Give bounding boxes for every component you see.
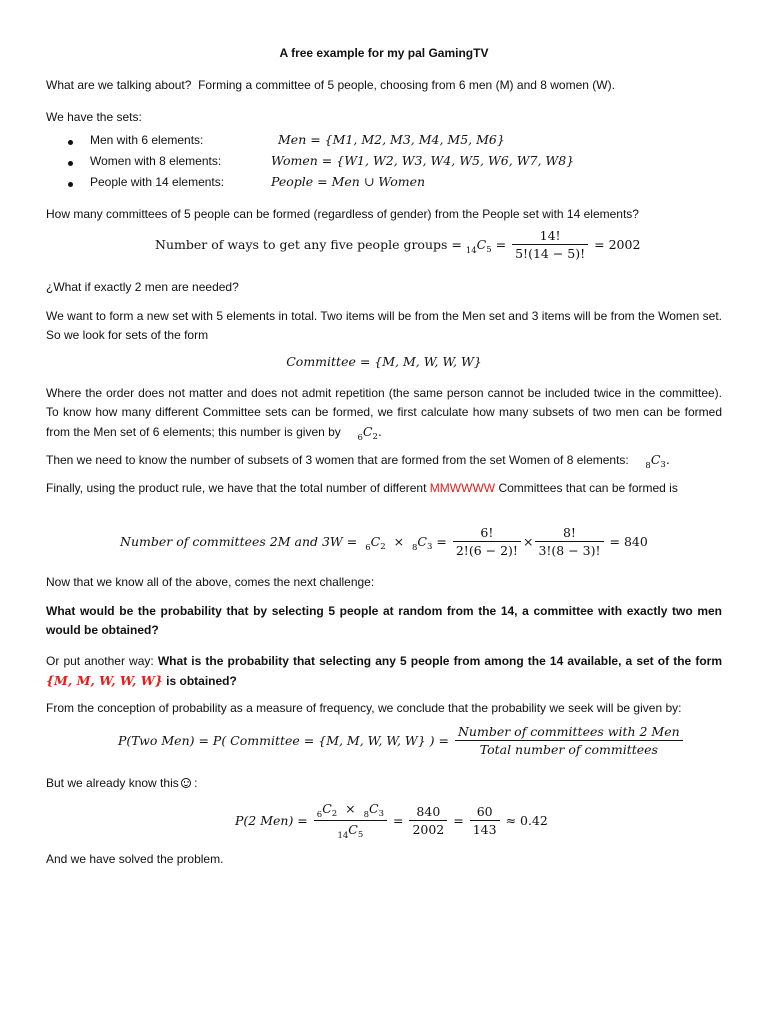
other-way-text: Or put another way: [46,654,154,668]
sets-heading: We have the sets: [46,110,142,124]
committee-equation: Committee = {M, M, W, W, W} [286,354,482,369]
bullet-dot [68,140,73,145]
fraction-denominator: 5!(14 − 5)! [515,246,586,261]
fraction-denominator: 3!(8 − 3)! [538,543,601,558]
conclusion: And we have solved the problem. [46,852,224,866]
fraction-numerator: 14! [512,228,588,245]
document-title: A free example for my pal GamingTV [279,46,489,60]
equation-result: 2002 [608,237,641,252]
paragraph-other-way [46,652,722,691]
bullet-dot [68,182,73,187]
equation-label: Number of committees 2M and 3W = [120,534,358,549]
set-label-women: Women with 8 elements: [90,154,222,168]
set-name-men: Men [278,132,307,147]
paragraph-next-challenge: Now that we know all of the above, comes the next challenge: [46,575,375,589]
product-rule-text: Finally, using the product rule, we have that the total number of different [46,481,427,495]
paragraph-product-rule [46,479,722,498]
fraction [512,228,588,261]
product-rule-text-end: Committees that can be formed is [498,481,678,495]
paragraph-already-know: But we already know this : [46,776,198,790]
fraction [455,724,683,757]
fraction [409,804,447,837]
set-equation-women: Women = {W1, W2, W3, W4, W5, W6, W7, W8} [271,153,575,168]
other-way-end: is obtained? [166,674,237,688]
subscript-n: 14 [465,246,477,256]
fraction-numerator: Number of committees with 2 Men [455,724,683,741]
set-equation-men: Men = {M1, M2, M3, M4, M5, M6} [278,132,505,147]
fraction-denominator: $_{14}C_5$ [337,822,364,841]
approximate-value: ≈ 0.42 [505,813,548,828]
paragraph-frequency: From the conception of probability as a measure of frequency, we conclude that the probability we seek will be given by: [46,701,682,715]
fraction-numerator: $_6C_2 \times _8C_3$ [314,801,387,821]
set-members-women: W1, W2, W3, W4, W5, W6, W7, W8 [344,153,567,168]
fraction-denominator: 143 [472,822,497,837]
fraction-denominator: 2!(6 − 2)! [455,543,518,558]
paragraph-women [46,450,722,472]
intro-question: What are we talking about? [46,78,192,92]
intro-paragraph [46,76,722,95]
paragraph-order-text: Where the order does not matter and does not admit repetition (the same person cannot be included twice in the committee). To know how many different Committee sets can be formed, we first calculate how many subsets of two men can be formed from the Men set of 6 elements; this number is given by [46,386,722,439]
set-label-men: Men with 6 elements: [90,133,204,147]
equation-result: 840 [623,534,648,549]
other-way-bold: What is the probability that selecting any 5 people from among the 14 available, a set of the form [157,654,722,668]
fraction [453,525,521,558]
combination-c: C [476,237,487,252]
fraction-denominator: 2002 [412,822,445,837]
highlight-mmwwww: MMWWWW [429,481,496,495]
set-label-people: People with 14 elements: [90,175,225,189]
smiley-icon [181,778,191,788]
question-two: ¿What if exactly 2 men are needed? [46,280,239,294]
equation-lhs: P(2 Men) = [235,813,308,828]
combination-6c2: $_6C_2$. [357,424,382,443]
paragraph-form: We want to form a new set with 5 elements in total. Two items will be from the Men set and 3 items will be from the Women set. So we look for sets of the form [46,309,722,342]
intro-text: Forming a committee of 5 people, choosing from 6 men (M) and 8 women (W). [198,78,615,92]
equation-probability-definition [118,724,685,757]
fraction [535,525,603,558]
fraction [314,801,387,840]
equation-any-five: Number of ways to get any five people groups = $_{14}C_5$ = $\frac{14!}{5!(14 - 5)!}$ = 2002 [155,228,641,261]
set-union-people: Men ∪ Women [331,174,426,189]
fraction-numerator: 8! [535,525,603,542]
equation-committees-count: Number of committees 2M and $3W = _6C_2 \times _8C_3$ = $\frac{6!}{2!(6 - 2)!}$ × $\frac{8!}{3!(8 - 3)!}$ = 840 [120,525,648,558]
equation-lhs: P(Two Men) = P( Committee = {M, M, W, W, W} ) = [118,733,449,748]
set-name-women: Women [271,153,318,168]
paragraph-women-text: Then we need to know the number of subsets of 3 women that are formed from the set Women of 8 elements: [46,453,629,467]
combination-8c3: $_8C_3$. [645,452,670,471]
equation-label: Number of ways to get any five people groups = [155,237,462,252]
subscript-k: 5 [486,245,492,255]
fraction-numerator: 60 [470,804,500,821]
already-know-text: But we already know this [46,776,179,790]
question-three: What would be the probability that by selecting 5 people at random from the 14, a committee with exactly two men would be obtained? [46,604,722,637]
committee-set-red: {M, M, W, W, W} [46,673,163,688]
fraction-denominator: Total number of committees [479,742,658,757]
set-equation-people: People = Men ∪ Women [271,174,426,189]
fraction-numerator: 6! [453,525,521,542]
fraction [470,804,500,837]
set-members-men: M1, M2, M3, M4, M5, M6 [332,132,497,147]
paragraph-order [46,384,722,444]
equation-probability-result: P(2 Men) = $\frac{_6C_2 \times _8C_3}{_{14}C_5}$ = $\frac{840}{2002}$ = $\frac{60}{143}$ ≈ 0.42 [235,801,548,841]
bullet-dot [68,161,73,166]
set-name-people: People [271,174,314,189]
fraction-numerator: 840 [409,804,447,821]
question-one: How many committees of 5 people can be formed (regardless of gender) from the People set with 14 elements? [46,207,639,221]
